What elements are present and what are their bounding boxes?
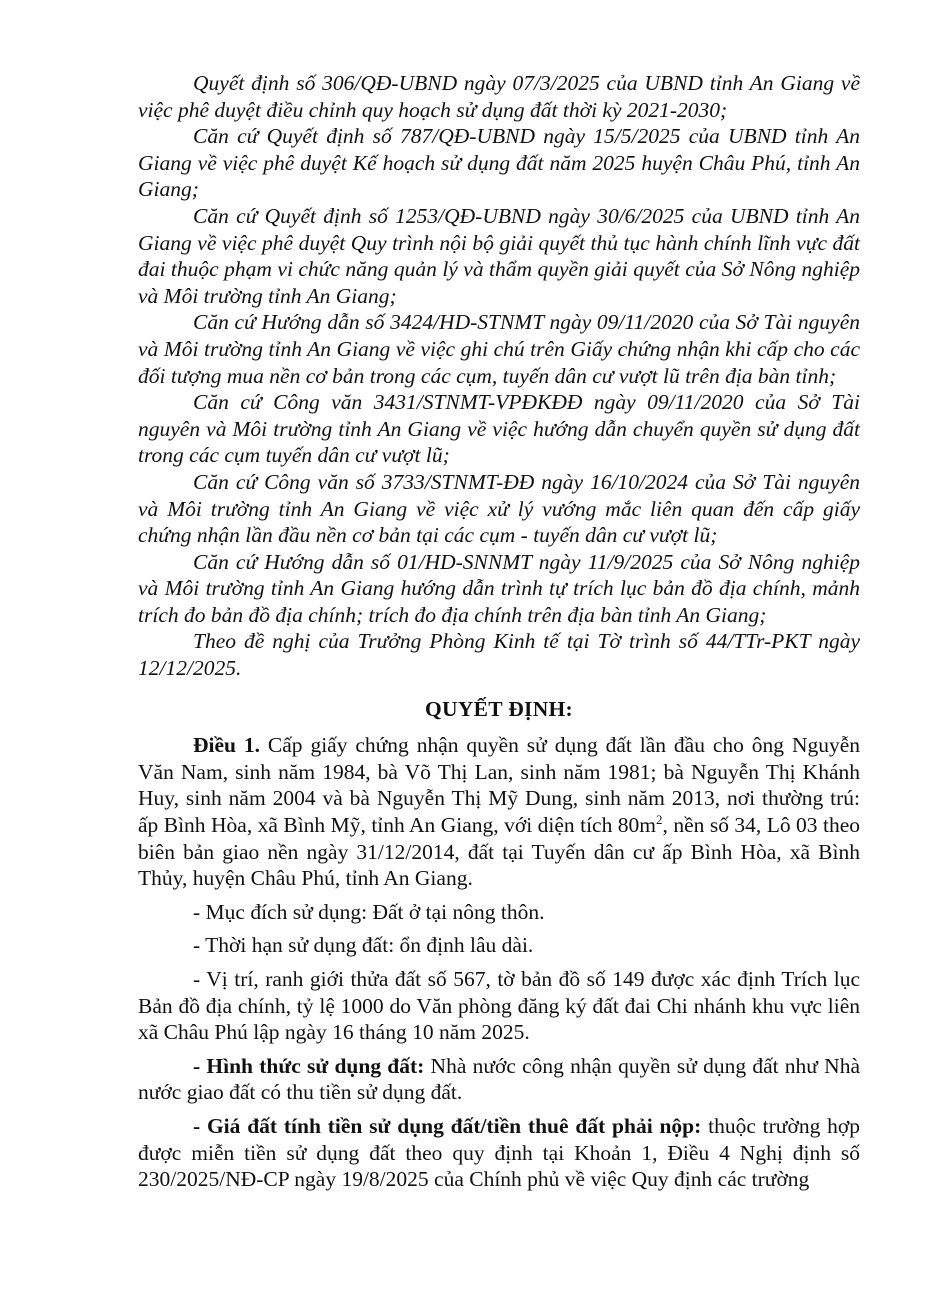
- preamble-item: Căn cứ Hướng dẫn số 01/HD-SNNMT ngày 11/9/2025 của Sở Nông nghiệp và Môi trường tỉnh An Giang hướng dẫn trình tự trích lục bản đồ địa chính, mảnh trích đo bản đồ địa chính; trích đo địa chính trên địa bàn tỉnh An Giang;: [138, 549, 860, 627]
- decision-heading: QUYẾT ĐỊNH:: [424, 696, 574, 721]
- article-1-text: Cấp giấy chứng nhận quyền sử dụng đất lần đầu cho ông Nguyễn Văn Nam, sinh năm 1984, bà Võ Thị Lan, sinh năm 1981; bà Nguyễn Thị Khánh Huy, sinh năm 2004 và bà Nguyễn Thị Mỹ Dung, sinh năm 2013, nơi thường trú: ấp Bình Hòa, xã Bình Mỹ, tỉnh An Giang, với diện tích 80m: [138, 733, 861, 838]
- preamble-item: Theo đề nghị của Trưởng Phòng Kinh tế tại Tờ trình số 44/TTr-PKT ngày 12/12/2025.: [138, 629, 860, 681]
- land-price-text: thuộc trường hợp được miễn tiền sử dụng đất theo quy định tại Khoản 1, Điều 4 Nghị định số 230/2025/NĐ-CP ngày 19/8/2025 của Chính phủ về việc Quy định các trường: [138, 1113, 860, 1192]
- preamble-item: Căn cứ Hướng dẫn số 3424/HD-STNMT ngày 09/11/2020 của Sở Tài nguyên và Môi trường tỉnh An Giang về việc ghi chú trên Giấy chứng nhận khi cấp cho các đối tượng mua nền cơ bản trong các cụm, tuyến dân cư vượt lũ trên địa bàn tỉnh;: [138, 310, 860, 388]
- preamble-item: Căn cứ Quyết định số 1253/QĐ-UBND ngày 30/6/2025 của UBND tỉnh An Giang về việc phê duyệt Quy trình nội bộ giải quyết thủ tục hành chính lĩnh vực đất đai thuộc phạm vi chức năng quản lý và thẩm quyền giải quyết của Sở Nông nghiệp và Môi trường tỉnh An Giang;: [138, 203, 860, 308]
- preamble-item: Căn cứ Công văn 3431/STNMT-VPĐKĐĐ ngày 09/11/2020 của Sở Tài nguyên và Môi trường tỉnh An Giang về việc hướng dẫn chuyển quyền sử dụng đất trong các cụm tuyến dân cư vượt lũ;: [138, 390, 860, 468]
- preamble-item: Quyết định số 306/QĐ-UBND ngày 07/3/2025 của UBND tỉnh An Giang về việc phê duyệt điều chỉnh quy hoạch sử dụng đất thời kỳ 2021-2030;: [138, 71, 860, 122]
- preamble-item: Căn cứ Công văn số 3733/STNMT-ĐĐ ngày 16/10/2024 của Sở Tài nguyên và Môi trường tỉnh An Giang về việc xử lý vướng mắc liên quan đến cấp giấy chứng nhận lần đầu nền cơ bản tại các cụm - tuyến dân cư vượt lũ;: [138, 469, 860, 548]
- land-price-label: - Giá đất tính tiền sử dụng đất/tiền thuê đất phải nộp:: [193, 1113, 702, 1138]
- land-use-form-label: - Hình thức sử dụng đất:: [193, 1053, 425, 1078]
- parcel-location: - Vị trí, ranh giới thửa đất số 567, tờ bản đồ số 149 được xác định Trích lục Bản đồ địa chính, tỷ lệ 1000 do Văn phòng đăng ký đất đai Chi nhánh khu vực liên xã Châu Phú lập ngày 16 tháng 10 năm 2025.: [138, 967, 860, 1045]
- document-page: [138, 70, 860, 1193]
- land-use-form: [138, 1053, 860, 1106]
- land-use-term: - Thời hạn sử dụng đất: ổn định lâu dài.: [193, 933, 534, 958]
- preamble-item: Căn cứ Quyết định số 787/QĐ-UBND ngày 15/5/2025 của UBND tỉnh An Giang về việc phê duyệt Kế hoạch sử dụng đất năm 2025 huyện Châu Phú, tỉnh An Giang;: [138, 124, 860, 202]
- article-1-label: Điều 1.: [193, 733, 261, 758]
- article-1: [138, 732, 860, 892]
- area-unit-superscript: 2: [656, 811, 663, 827]
- land-use-form-text: Nhà nước công nhận quyền sử dụng đất như Nhà nước giao đất có thu tiền sử dụng đất.: [138, 1053, 860, 1105]
- land-use-purpose: - Mục đích sử dụng: Đất ở tại nông thôn.: [193, 899, 545, 924]
- article-1-text-rest: , nền số 34, Lô 03 theo biên bản giao nền ngày 31/12/2014, đất tại Tuyến dân cư ấp Bình Hòa, xã Bình Thủy, huyện Châu Phú, tỉnh An Giang.: [138, 813, 860, 891]
- land-price: [138, 1113, 860, 1193]
